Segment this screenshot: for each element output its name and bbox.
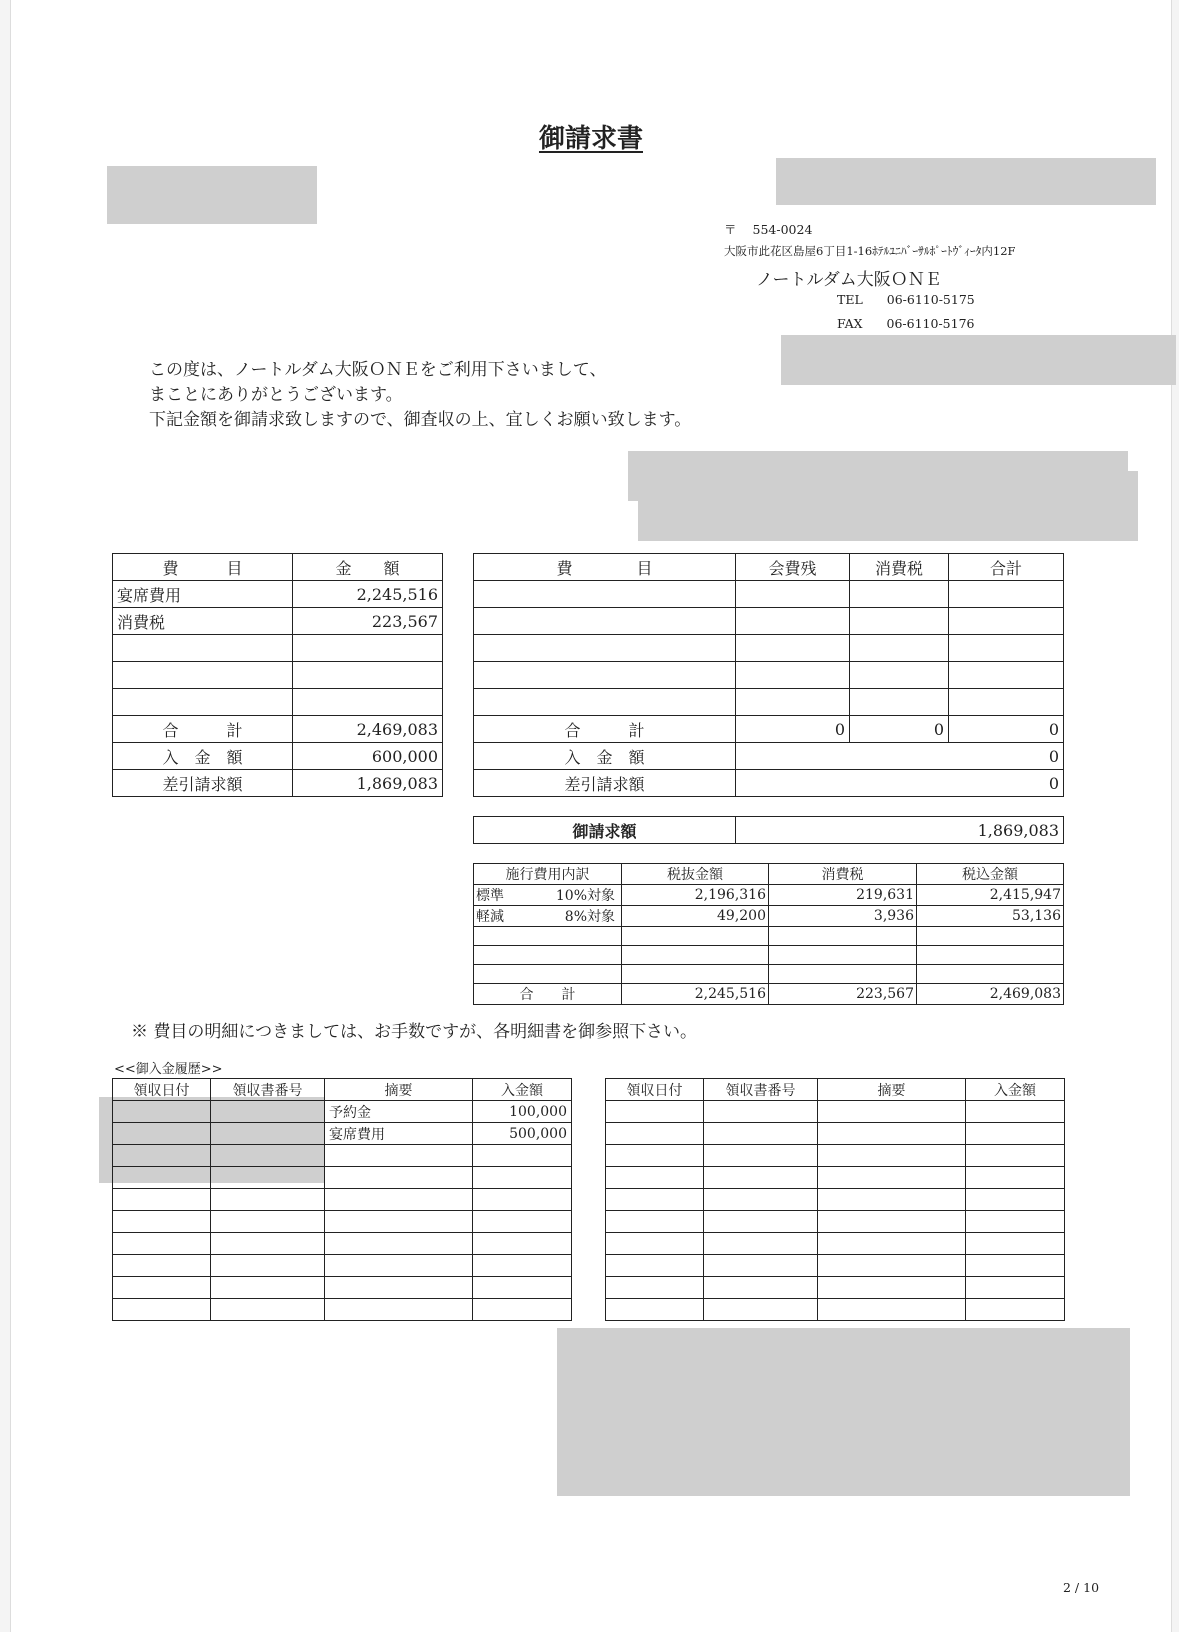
fax-label: FAX bbox=[837, 316, 863, 331]
amount-cell: 100,000 bbox=[473, 1101, 572, 1123]
table-row bbox=[113, 1211, 572, 1233]
table-row bbox=[474, 689, 1064, 716]
table-row bbox=[474, 965, 1064, 984]
total-label: 合 計 bbox=[474, 716, 736, 743]
rate-category: 軽減 bbox=[476, 909, 504, 925]
total-sum: 0 bbox=[949, 716, 1064, 743]
paid-row bbox=[474, 743, 1064, 770]
col-header-tax: 消費税 bbox=[769, 864, 917, 885]
fee-balance-table bbox=[473, 553, 1064, 797]
page-number: 2 / 10 bbox=[1063, 1580, 1100, 1595]
redacted-recipient bbox=[107, 166, 317, 224]
billing-amount-value: 1,869,083 bbox=[736, 817, 1064, 844]
paid-amount: 0 bbox=[736, 743, 1064, 770]
total-tax: 223,567 bbox=[769, 984, 917, 1005]
billing-amount-label: 御請求額 bbox=[474, 817, 736, 844]
col-header-tax: 消費税 bbox=[850, 554, 949, 581]
table-row bbox=[113, 1299, 572, 1321]
table-row bbox=[113, 1101, 572, 1123]
payment-history-table-left bbox=[112, 1078, 572, 1321]
table-row bbox=[606, 1277, 1065, 1299]
rate-label: 10%対象 bbox=[555, 888, 615, 904]
table-row bbox=[606, 1123, 1065, 1145]
incl-amount: 53,136 bbox=[917, 906, 1064, 927]
balance-amount: 0 bbox=[736, 770, 1064, 797]
table-row bbox=[113, 581, 443, 608]
total-label: 合 計 bbox=[474, 984, 622, 1005]
table-row bbox=[474, 946, 1064, 965]
redacted-stamp-area bbox=[781, 335, 1176, 385]
total-tax: 0 bbox=[850, 716, 949, 743]
col-header-amount: 金 額 bbox=[293, 554, 443, 581]
table-row bbox=[113, 1145, 572, 1167]
greeting-line-3: 下記金額を御請求致しますので、御査収の上、宜しくお願い致します。 bbox=[149, 410, 692, 430]
table-row bbox=[113, 1123, 572, 1145]
amount-cell: 500,000 bbox=[473, 1123, 572, 1145]
col-header-incl: 税込金額 bbox=[917, 864, 1064, 885]
amount-cell: 2,245,516 bbox=[293, 581, 443, 608]
excl-amount: 2,196,316 bbox=[622, 885, 769, 906]
table-row bbox=[113, 1233, 572, 1255]
table-row bbox=[606, 1299, 1065, 1321]
col-header-item: 費 目 bbox=[113, 554, 293, 581]
col-header-date: 領収日付 bbox=[113, 1079, 211, 1101]
greeting bbox=[149, 358, 691, 433]
fax-number: 06-6110-5176 bbox=[886, 316, 975, 331]
table-row bbox=[474, 927, 1064, 946]
greeting-line-1: この度は、ノートルダム大阪ＯＮＥをご利用下さいまして、 bbox=[149, 360, 607, 380]
col-header-receipt-no: 領収書番号 bbox=[211, 1079, 325, 1101]
table-row bbox=[474, 662, 1064, 689]
postal-code: 554-0024 bbox=[752, 222, 813, 237]
col-header-amount: 入金額 bbox=[966, 1079, 1065, 1101]
issuer-name: ノートルダム大阪ＯＮＥ bbox=[756, 270, 942, 290]
table-row bbox=[474, 635, 1064, 662]
paid-label: 入 金 額 bbox=[474, 743, 736, 770]
table-row bbox=[113, 608, 443, 635]
payment-history-caption: <<御入金履歴>> bbox=[114, 1062, 223, 1077]
table-row bbox=[606, 1255, 1065, 1277]
table-row bbox=[474, 581, 1064, 608]
tax-amount: 219,631 bbox=[769, 885, 917, 906]
postal-mark: 〒 bbox=[724, 222, 737, 237]
table-row bbox=[606, 1233, 1065, 1255]
summary-cell: 予約金 bbox=[325, 1101, 473, 1123]
incl-amount: 2,415,947 bbox=[917, 885, 1064, 906]
balance-label: 差引請求額 bbox=[113, 770, 293, 797]
total-row bbox=[113, 716, 443, 743]
table-row bbox=[474, 906, 1064, 927]
breakdown-cell bbox=[474, 885, 622, 906]
total-row bbox=[474, 716, 1064, 743]
col-header-fee-balance: 会費残 bbox=[736, 554, 850, 581]
detail-note: ※ 費目の明細につきましては、お手数ですが、各明細書を御参照下さい。 bbox=[131, 1022, 698, 1042]
billing-amount-box bbox=[473, 816, 1064, 844]
document-title: 御請求書 bbox=[538, 124, 643, 154]
redacted-footer-block bbox=[557, 1328, 1130, 1496]
table-row bbox=[113, 1189, 572, 1211]
table-row bbox=[606, 1145, 1065, 1167]
table-row bbox=[606, 1101, 1065, 1123]
table-row bbox=[474, 885, 1064, 906]
rate-label: 8%対象 bbox=[564, 909, 615, 925]
table-row bbox=[113, 635, 443, 662]
total-row bbox=[474, 984, 1064, 1005]
amount-cell: 223,567 bbox=[293, 608, 443, 635]
total-label: 合 計 bbox=[113, 716, 293, 743]
tel-label: TEL bbox=[837, 292, 863, 307]
col-header-summary: 摘要 bbox=[325, 1079, 473, 1101]
balance-label: 差引請求額 bbox=[474, 770, 736, 797]
col-header-amount: 入金額 bbox=[473, 1079, 572, 1101]
col-header-date: 領収日付 bbox=[606, 1079, 704, 1101]
expense-summary-table bbox=[112, 553, 443, 797]
rate-category: 標準 bbox=[476, 888, 504, 904]
tel-line bbox=[837, 292, 975, 307]
col-header-excl: 税抜金額 bbox=[622, 864, 769, 885]
col-header-item: 費 目 bbox=[474, 554, 736, 581]
payment-history-table-right bbox=[605, 1078, 1065, 1321]
redacted-header-block bbox=[776, 158, 1156, 205]
item-cell: 消費税 bbox=[113, 608, 293, 635]
tel-number: 06-6110-5175 bbox=[886, 292, 975, 307]
fax-line bbox=[837, 316, 974, 331]
paid-amount: 600,000 bbox=[293, 743, 443, 770]
table-row bbox=[606, 1211, 1065, 1233]
col-header-summary: 摘要 bbox=[818, 1079, 966, 1101]
table-row bbox=[113, 689, 443, 716]
paid-row bbox=[113, 743, 443, 770]
table-row bbox=[113, 1277, 572, 1299]
paid-label: 入 金 額 bbox=[113, 743, 293, 770]
table-row bbox=[113, 1167, 572, 1189]
total-fee-balance: 0 bbox=[736, 716, 850, 743]
tax-breakdown-table bbox=[473, 863, 1064, 1005]
item-cell: 宴席費用 bbox=[113, 581, 293, 608]
postal-line bbox=[724, 220, 812, 238]
table-row bbox=[606, 1167, 1065, 1189]
total-excl: 2,245,516 bbox=[622, 984, 769, 1005]
total-amount: 2,469,083 bbox=[293, 716, 443, 743]
table-row bbox=[606, 1189, 1065, 1211]
total-incl: 2,469,083 bbox=[917, 984, 1064, 1005]
breakdown-cell bbox=[474, 906, 622, 927]
balance-amount: 1,869,083 bbox=[293, 770, 443, 797]
greeting-line-2: まことにありがとうございます。 bbox=[149, 385, 403, 405]
invoice-page bbox=[10, 0, 1172, 1632]
col-header-receipt-no: 領収書番号 bbox=[704, 1079, 818, 1101]
balance-row bbox=[113, 770, 443, 797]
table-row bbox=[113, 1255, 572, 1277]
excl-amount: 49,200 bbox=[622, 906, 769, 927]
tax-amount: 3,936 bbox=[769, 906, 917, 927]
col-header-breakdown: 施行費用内訳 bbox=[474, 864, 622, 885]
issuer-address: 大阪市此花区島屋6丁目1-16ﾎﾃﾙﾕﾆﾊﾞｰｻﾙﾎﾟｰﾄｳﾞｨｰﾀ内12F bbox=[724, 244, 1016, 258]
balance-row bbox=[474, 770, 1064, 797]
table-row bbox=[474, 608, 1064, 635]
table-row bbox=[113, 662, 443, 689]
col-header-total: 合計 bbox=[949, 554, 1064, 581]
redacted-block-b bbox=[638, 471, 1138, 541]
summary-cell: 宴席費用 bbox=[325, 1123, 473, 1145]
